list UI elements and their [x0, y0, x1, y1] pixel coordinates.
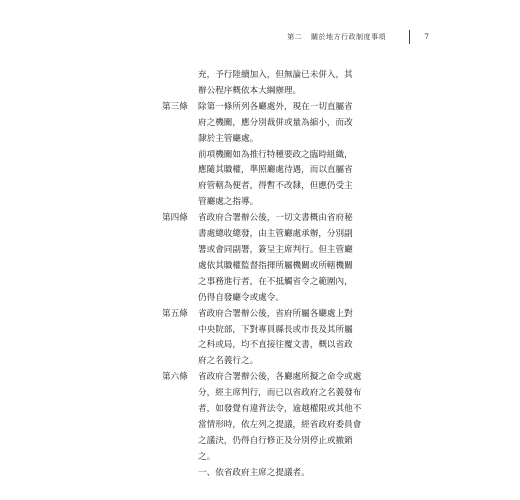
text-line: 前項機關如為推行特種要政之臨時組織， [198, 149, 353, 160]
text-line: 中央院部，下對專員縣長或市長及其所屬 [198, 324, 353, 335]
page-body [162, 68, 362, 482]
article-label: 第五條 [162, 308, 188, 319]
article-label: 第四條 [162, 213, 188, 224]
text-line: 當情形時，依左列之提議，經省政府委員會 [198, 419, 362, 430]
text-line: 者，如發覺有違背法令，逾越權限或其他不 [198, 404, 362, 415]
text-line: 仍得自發廳令或處令。 [198, 292, 284, 303]
intro-paragraph [198, 68, 358, 100]
text-line: 之議決，仍得自行修正及分別停止或撤銷 [198, 435, 353, 446]
text-line: 書處總收總發，由主管廳處承辦，分別副 [198, 229, 353, 240]
page-number: 7 [424, 32, 429, 41]
section-title: 關於地方行政制度事項 [311, 33, 386, 41]
text-line: 省政府合署辦公後，一切文書概由省府秘 [198, 213, 353, 224]
text-line: 辦公程序概依本大綱辦理。 [198, 85, 302, 96]
text-line: 府管轄為便者，得暫不改隸，但應仍受主 [198, 181, 353, 192]
running-header [0, 30, 520, 48]
text-line: 之科或局，均不直接往覆文書，概以省政 [198, 340, 353, 351]
article-3 [162, 100, 358, 211]
text-line: 處依其職權監督指揮所屬機關或所轄機關 [198, 260, 353, 271]
article-4 [162, 211, 358, 306]
text-line: 府之名義行之。 [198, 356, 259, 367]
article-5 [162, 307, 358, 371]
running-head-text [287, 32, 392, 42]
text-line: 管廳處之指導。 [198, 197, 259, 208]
text-line: 省政府合署辦公後，省府所屬各廳處上對 [198, 308, 353, 319]
text-line: 省政府合署辦公後，各廳處所擬之命令或處 [198, 372, 362, 383]
text-line: 隸於主管廳處。 [198, 133, 259, 144]
article-label: 第三條 [162, 101, 188, 112]
header-divider [409, 30, 410, 44]
article-6 [162, 370, 362, 481]
chapter-label: 第二 [287, 33, 303, 41]
text-line: 充，予行陸續加入，但無論已未併入，其 [198, 70, 353, 80]
article-label: 第六條 [162, 372, 188, 383]
text-line: 除第一條所列各廳處外，現在一切直屬省 [198, 101, 353, 112]
text-line: 應隨其職權，準照廳處待遇，而以直屬省 [198, 165, 353, 176]
text-line: 分，經主席判行，而已以省政府之名義發布 [198, 388, 362, 399]
text-line: 署或會同副署，簽呈主席判行。但主管廳 [198, 244, 353, 255]
text-line: 府之機關，應分別裁併或量為縮小，而改 [198, 117, 353, 128]
text-line: 之事務進行者，在不抵觸省令之範圍內， [198, 276, 353, 287]
text-line: 一、依省政府主席之提議者。 [198, 467, 310, 478]
text-line: 之。 [198, 451, 216, 462]
